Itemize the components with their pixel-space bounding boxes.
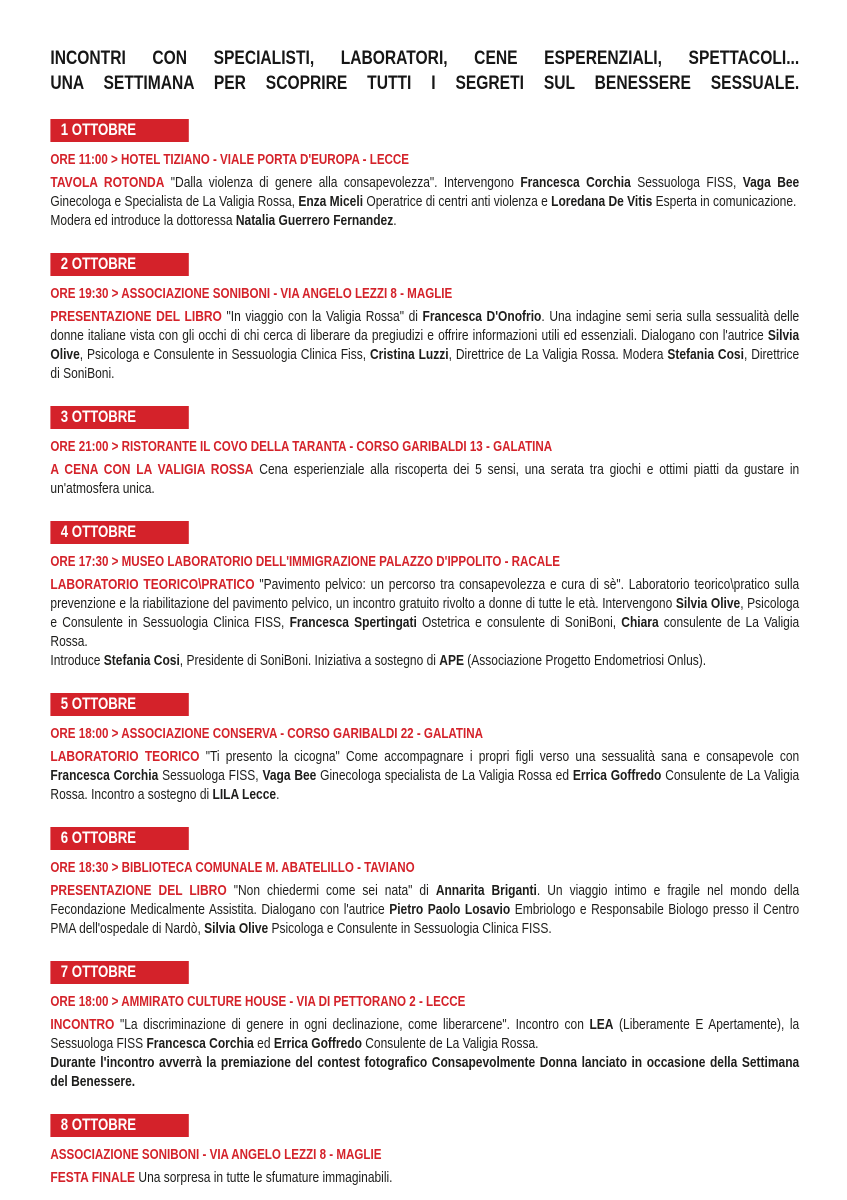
event-type-label: TAVOLA ROTONDA (50, 174, 165, 191)
event-description (50, 1168, 799, 1187)
text-run: consulente de La Valigia Rossa. (50, 614, 800, 650)
date-label: 8 OTTOBRE (60, 1116, 137, 1134)
date-label: 1 OTTOBRE (60, 121, 137, 139)
text-run: Silvia Olive (50, 327, 800, 363)
text-run: , Direttrice de La Valigia Rossa. Modera (448, 346, 668, 363)
text-run: "Pavimento pelvico: un percorso tra consapevolezza e cura di sè". Laboratorio teorico\pratico sulla prevenzione e la riabilitazione del pavimento pelvico, un incontro gratuito rivolto a donne di tutte le età. Intervengono (50, 576, 800, 612)
event-description (50, 1015, 799, 1091)
text-run: LEA (589, 1016, 614, 1033)
event-paragraph (50, 460, 799, 498)
text-run: Pietro Paolo Losavio (389, 901, 511, 918)
text-run: APE (439, 652, 464, 669)
text-run: Sessuologa FISS, (158, 767, 263, 784)
text-run: Francesca Corchia (50, 767, 159, 784)
text-run: Ostetrica e consulente di SoniBoni, (416, 614, 622, 631)
text-run: Introduce (50, 652, 104, 669)
text-run: Modera ed introduce la dottoressa (50, 212, 236, 229)
event-description (50, 173, 799, 230)
venue-line: ORE 21:00 > RISTORANTE IL COVO DELLA TARANTA - CORSO GARIBALDI 13 - GALATINA (50, 439, 553, 455)
text-run: Esperta in comunicazione. (652, 193, 797, 210)
date-banner (50, 521, 188, 544)
text-run: . Un viaggio intimo e fragile nel mondo della Fecondazione Medicalmente Assistita. Dialogano con l'autrice (50, 882, 800, 918)
text-run: Francesca Corchia (146, 1035, 254, 1052)
date-banner (50, 119, 188, 142)
text-run: Vaga Bee (742, 174, 800, 191)
event-paragraph (50, 1053, 799, 1091)
text-run: "In viaggio con la Valigia Rossa" di (221, 308, 423, 325)
text-run: Francesca D'Onofrio (422, 308, 542, 325)
event-paragraph (50, 747, 799, 804)
venue-line: ORE 11:00 > HOTEL TIZIANO - VIALE PORTA D'EUROPA - LECCE (50, 152, 410, 168)
text-run: . Una indagine semi seria sulla sessualità delle donne italiane vista con gli occhi di chi cerca di liberare da pregiudizi e offrire informazioni utili ed essenziali. Dialogano con l'autrice (50, 308, 800, 344)
event-section (50, 521, 799, 670)
text-run: Chiara (621, 614, 659, 631)
event-section (50, 253, 799, 383)
event-type-label: PRESENTAZIONE DEL LIBRO (50, 308, 222, 325)
text-run: Ginecologa specialista de La Valigia Rossa ed (316, 767, 573, 784)
event-section (50, 119, 799, 230)
title-line-1: INCONTRI CON SPECIALISTI, LABORATORI, CENE ESPERENZIALI, SPETTACOLI... (50, 47, 800, 69)
text-run: Silvia Olive (204, 920, 269, 937)
date-label: 5 OTTOBRE (60, 695, 137, 713)
text-run: , Direttrice di SoniBoni. (50, 346, 800, 382)
date-label: 7 OTTOBRE (60, 963, 137, 981)
text-run: . (276, 786, 280, 803)
title-line-2: UNA SETTIMANA PER SCOPRIRE TUTTI I SEGRETI SUL BENESSERE SESSUALE. (50, 72, 800, 94)
date-label: 3 OTTOBRE (60, 408, 137, 426)
event-section (50, 406, 799, 498)
venue-line: ORE 19:30 > ASSOCIAZIONE SONIBONI - VIA ANGELO LEZZI 8 - MAGLIE (50, 286, 453, 302)
text-run: Operatrice di centri anti violenza e (363, 193, 552, 210)
venue-line: ORE 17:30 > MUSEO LABORATORIO DELL'IMMIGRAZIONE PALAZZO D'IPPOLITO - RACALE (50, 554, 561, 570)
text-run: Cena esperienziale alla riscoperta dei 5 sensi, una serata tra giochi e ottimi piatti da gustare in un'atmosfera unica. (50, 461, 800, 497)
text-run: (Liberamente E Apertamente), la Sessuologa FISS (50, 1016, 800, 1052)
text-run: ed (253, 1035, 274, 1052)
venue-line: ASSOCIAZIONE SONIBONI - VIA ANGELO LEZZI 8 - MAGLIE (50, 1147, 382, 1163)
event-paragraph (50, 651, 799, 670)
event-paragraph (50, 211, 799, 230)
text-run: Sessuologa FISS, (630, 174, 743, 191)
event-section (50, 827, 799, 938)
text-run: Vaga Bee (262, 767, 317, 784)
event-paragraph (50, 881, 799, 938)
text-run: Errica Goffredo (273, 1035, 362, 1052)
event-description (50, 460, 799, 498)
event-paragraph (50, 173, 799, 211)
text-run: Natalia Guerrero Fernandez (235, 212, 394, 229)
date-banner (50, 253, 188, 276)
event-paragraph (50, 575, 799, 651)
text-run: "Ti presento la cicogna" Come accompagnare i propri figli verso una sessualità sana e consapevole con (199, 748, 800, 765)
text-run: . (393, 212, 397, 229)
text-run: , Psicologa e Consulente in Sessuologia Clinica Fiss, (79, 346, 370, 363)
text-run: Annarita Briganti (435, 882, 537, 899)
text-run: Silvia Olive (675, 595, 741, 612)
date-banner (50, 827, 188, 850)
text-run: Francesca Corchia (520, 174, 631, 191)
event-description (50, 307, 799, 383)
venue-line: ORE 18:30 > BIBLIOTECA COMUNALE M. ABATELILLO - TAVIANO (50, 860, 415, 876)
text-run: Durante l'incontro avverrà la premiazione del contest fotografico Consapevolmente Donna lanciato in occasione della Settimana del Benessere. (50, 1054, 800, 1090)
text-run: Consulente de La Valigia Rossa. Incontro a sostegno di (50, 767, 800, 803)
text-run: Cristina Luzzi (369, 346, 449, 363)
text-run: Errica Goffredo (572, 767, 662, 784)
event-section (50, 961, 799, 1091)
text-run: Stefania Cosi (103, 652, 180, 669)
page-title (50, 46, 799, 96)
text-run: (Associazione Progetto Endometriosi Onlus). (463, 652, 707, 669)
event-description (50, 575, 799, 670)
event-type-label: LABORATORIO TEORICO\PRATICO (50, 576, 255, 593)
date-banner (50, 1114, 188, 1137)
date-label: 2 OTTOBRE (60, 255, 137, 273)
text-run: Loredana De Vitis (551, 193, 653, 210)
event-type-label: PRESENTAZIONE DEL LIBRO (50, 882, 227, 899)
text-run: Stefania Cosi (667, 346, 744, 363)
text-run: "La discriminazione di genere in ogni declinazione, come liberarcene". Incontro con (114, 1016, 590, 1033)
text-run: Consulente de La Valigia Rossa. (361, 1035, 539, 1052)
event-type-label: INCONTRO (50, 1016, 115, 1033)
text-run: Una sorpresa in tutte le sfumature immaginabili. (135, 1169, 393, 1186)
date-label: 6 OTTOBRE (60, 829, 137, 847)
text-run: "Dalla violenza di genere alla consapevolezza". Intervengono (164, 174, 521, 191)
text-run: Embriologo e Responsabile Biologo presso il Centro PMA dell'ospedale di Nardò, (50, 901, 800, 937)
event-section (50, 1114, 799, 1187)
events-list (50, 119, 799, 1187)
event-paragraph (50, 1168, 799, 1187)
text-run: , Presidente di SoniBoni. Iniziativa a sostegno di (179, 652, 440, 669)
event-paragraph (50, 1015, 799, 1053)
date-banner (50, 961, 188, 984)
text-run: Enza Miceli (298, 193, 364, 210)
event-type-label: FESTA FINALE (50, 1169, 136, 1186)
date-banner (50, 693, 188, 716)
date-label: 4 OTTOBRE (60, 523, 137, 541)
text-run: "Non chiedermi come sei nata" di (226, 882, 436, 899)
venue-line: ORE 18:00 > AMMIRATO CULTURE HOUSE - VIA DI PETTORANO 2 - LECCE (50, 994, 466, 1010)
date-banner (50, 406, 188, 429)
text-run: Francesca Spertingati (289, 614, 417, 631)
event-description (50, 881, 799, 938)
venue-line: ORE 18:00 > ASSOCIAZIONE CONSERVA - CORSO GARIBALDI 22 - GALATINA (50, 726, 483, 742)
event-paragraph (50, 307, 799, 383)
event-type-label: LABORATORIO TEORICO (50, 748, 200, 765)
text-run: Ginecologa e Specialista de La Valigia Rossa, (50, 193, 299, 210)
event-type-label: A CENA CON LA VALIGIA ROSSA (50, 461, 254, 478)
event-section (50, 693, 799, 804)
event-description (50, 747, 799, 804)
text-run: Psicologa e Consulente in Sessuologia Clinica FISS. (268, 920, 552, 937)
text-run: , Psicologa e Consulente in Sessuologia Clinica FISS, (50, 595, 800, 631)
text-run: LILA Lecce (212, 786, 277, 803)
